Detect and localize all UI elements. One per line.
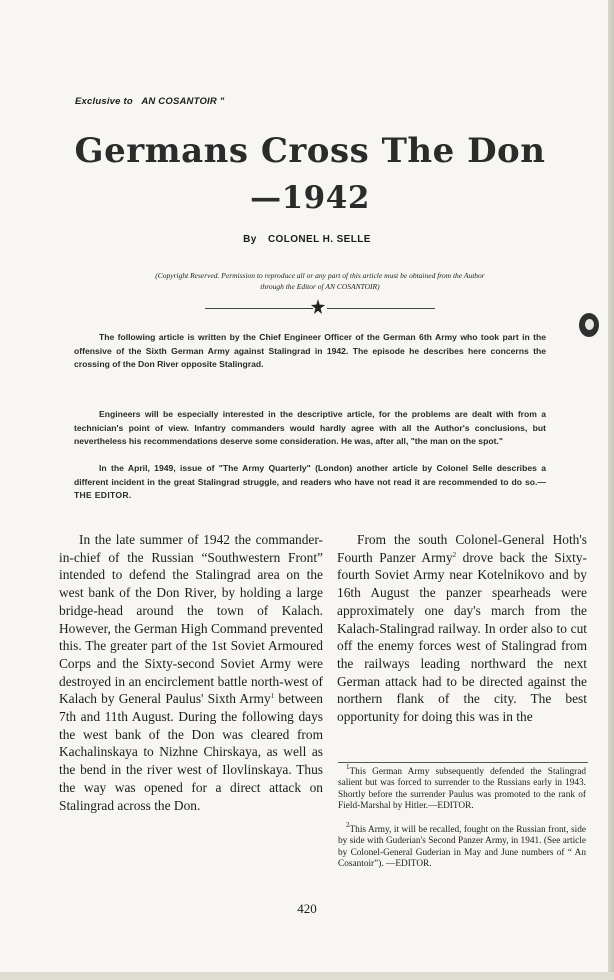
star-divider-icon	[311, 299, 325, 319]
page-number: 420	[297, 901, 317, 916]
copyright-notice: (Copyright Reserved. Permission to reproduce all or any part of this article must be obtained from the Author through the Editor of AN COSANTOIR)	[155, 271, 485, 291]
editor-intro-paragraph-1: The following article is written by the Chief Engineer Officer of the German 6th Army who took part in the offensive of the Sixth German Army against Stalingrad in 1942. The episode he describes here concerns the crossing of the Don River opposite Stalingrad.	[74, 332, 546, 370]
scan-edge	[608, 0, 614, 980]
exclusive-header	[75, 96, 230, 107]
editor-intro-paragraph-2: Engineers will be especially interested in the descriptive article, for the problems are dealt with from a technician's point of view. Infantry commanders would hardly agree with all the Author's conclusions, but nevertheless his recommendations deserve some consideration. He was, after all, "the man on the spot."	[74, 409, 546, 447]
scan-bottom-edge	[0, 972, 614, 980]
body-column-right: From the south Colonel-General Hoth's Fourth Panzer Army$^2$ drove back the Sixty-fourth Soviet Army near Kotelnikovo and by 16th August the panzer spearheads were approximately one day's march from the Kalach-Stalingrad railway. In order also to cut off the enemy forces west of Stalingrad from the railways leading northward the next German attack had to be directed against the northern flank of the city. The best opportunity for doing this was in the	[337, 532, 587, 725]
by-label: By	[243, 234, 257, 245]
exclusive-label: Exclusive to	[75, 96, 133, 107]
punch-hole-icon	[579, 313, 599, 337]
body-column-left: In the late summer of 1942 the commander-in-chief of the Russian “Southwestern Front” intended to defend the Stalingrad area on the west bank of the Don River, by holding a large bridge-head around the town of Kalach. However, the German High Command prevented this. The greater part of the 1st Soviet Armoured Corps and the Sixty-second Soviet Army were destroyed in an encirclement battle north-west of Kalach by General Paulus' Sixth Army$^1$ between 7th and 11th August. During the following days the west bank of the Don was cleared from Kachalinskaya to Nizhne Chirskaya, as well as the bend in the river west of Ilovlinskaya. Thus the way was opened for a direct attack on Stalingrad across the Don.	[59, 532, 323, 813]
publication-name: AN COSANTOIR "	[141, 96, 225, 107]
footnote-rule	[338, 762, 588, 763]
divider-rule-right	[327, 308, 435, 309]
editor-signature: THE EDITOR.	[74, 490, 132, 501]
footnote-ref-2: 2	[452, 550, 457, 559]
article-title-year: —1942	[250, 180, 370, 216]
author-name: COLONEL H. SELLE	[267, 234, 371, 245]
footnote-2: $^2$This Army, it will be recalled, fought on the Russian front, side by side with Guderian's Second Panzer Army, in 1941. (See article by Colonel-General Guderian in May and June numbers of “ An Cosantoir”). —EDITOR.	[338, 821, 586, 869]
byline	[0, 234, 614, 245]
article-title: Germans Cross The Don	[74, 131, 546, 171]
footnote-1: $^1$This German Army subsequently defended the Stalingrad salient but was forced to surrender to the Russians early in 1943. Shortly before the surrender Paulus was promoted to the rank of Field-Marshal by Hitler.—EDITOR.	[338, 763, 586, 811]
editor-intro-paragraph-3: In the April, 1949, issue of "The Army Quarterly" (London) another article by Colonel Selle describes a different incident in the great Stalingrad struggle, and readers who have not read it are recommended to do so.—THE EDITOR.	[74, 463, 546, 501]
divider-rule-left	[205, 308, 313, 309]
footnote-ref-1: 1	[270, 692, 275, 701]
